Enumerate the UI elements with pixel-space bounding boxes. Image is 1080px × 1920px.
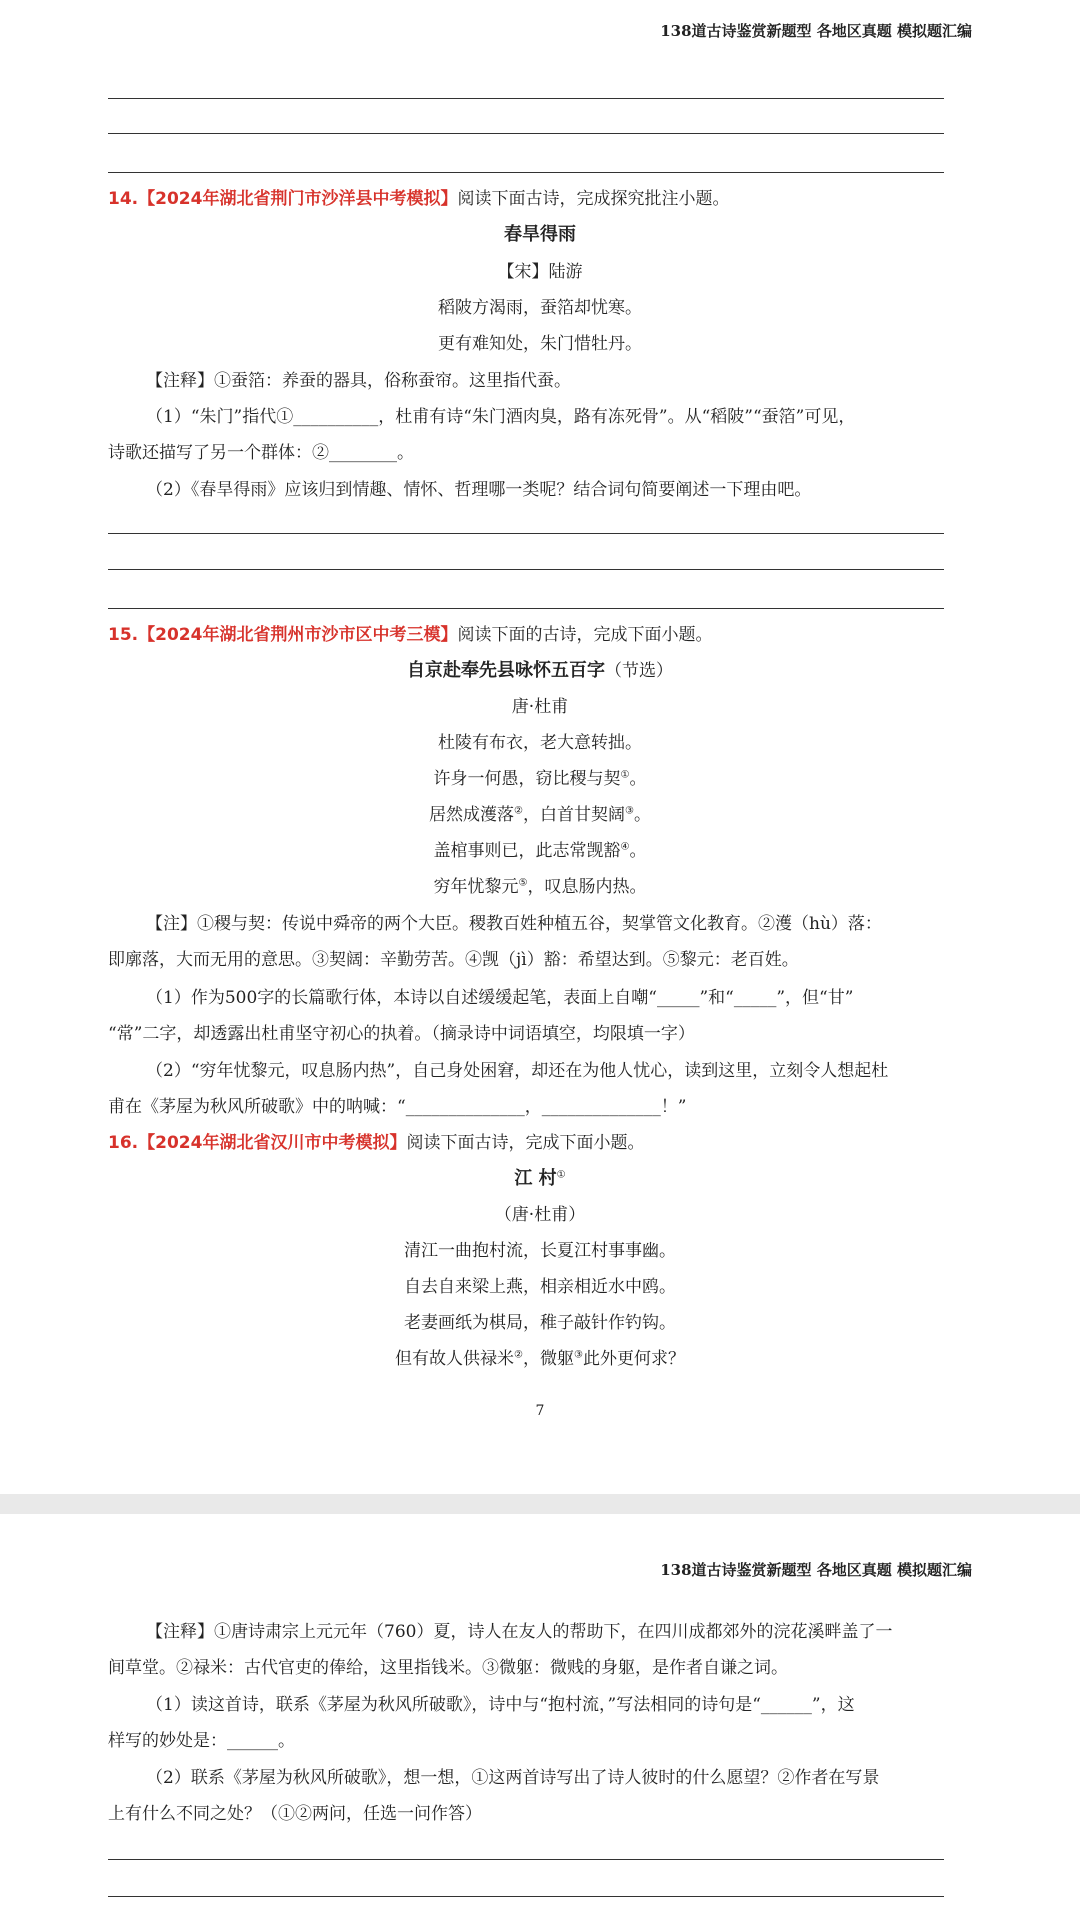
q14-poem-line: 更有难知处，朱门惜牡丹。 <box>438 334 642 354</box>
q16-sub1-cont: 样写的妙处是：______。 <box>108 1731 295 1751</box>
q16-note-cont: 间草堂。②禄米：古代官吏的俸给，这里指钱米。③微躯：微贱的身躯，是作者自谦之词。 <box>108 1658 788 1678</box>
q14-number: 14. <box>108 189 139 209</box>
answer-line <box>108 569 944 570</box>
answer-line <box>108 533 944 534</box>
q15-poem-line <box>0 802 1080 828</box>
footnote-mark: ① <box>620 769 630 781</box>
q15-poem-title: 自京赴奉先县咏怀五百字 <box>407 660 605 681</box>
footnote-mark: ② <box>514 805 523 817</box>
q15-sub1-cont: “常”二字，却透露出杜甫坚守初心的执着。（摘录诗中词语填空，均限填一字） <box>108 1024 695 1044</box>
q14-poem-line: 稻陂方渴雨，蚕箔却忧寒。 <box>438 298 642 318</box>
q16-source: 【2024年湖北省汉川市中考模拟】 <box>138 1133 407 1153</box>
q14-source: 【2024年湖北省荆门市沙洋县中考模拟】 <box>138 189 458 209</box>
q15-heading <box>108 622 978 648</box>
poem-text: 此外更何求？ <box>582 1349 685 1369</box>
q16-heading <box>108 1130 978 1156</box>
q15-note: 【注】①稷与契：传说中舜帝的两个大臣。稷教百姓种植五谷，契掌管文化教育。②濩（hù）落： <box>146 914 882 934</box>
q15-source: 【2024年湖北省荆州市沙市区中考三模】 <box>138 625 458 645</box>
q16-sub2-cont: 上有什么不同之处？（①②两问，任选一问作答） <box>108 1804 482 1824</box>
footnote-mark: ④ <box>620 841 630 853</box>
q16-note: 【注释】①唐诗肃宗上元元年（760）夏，诗人在友人的帮助下，在四川成都郊外的浣花溪畔盖了一 <box>146 1622 893 1642</box>
q16-number: 16. <box>108 1133 139 1153</box>
q14-poem-author: 【宋】陆游 <box>497 262 583 282</box>
q16-instruction: 阅读下面古诗，完成下面小题。 <box>406 1133 645 1153</box>
q14-sub1: （1）“朱门”指代①__________，杜甫有诗“朱门酒肉臭，路有冻死骨”。从“稻陂”“蚕箔”可见， <box>146 407 856 427</box>
poem-text: ，白首甘契阔 <box>523 805 625 825</box>
q15-number: 15. <box>108 625 139 645</box>
q15-sub2: （2）“穷年忧黎元，叹息肠内热”，自己身处困窘，却还在为他人忧心，读到这里，立刻令人想起杜 <box>146 1061 889 1081</box>
page-number: 7 <box>535 1403 545 1419</box>
footnote-mark: ③ <box>574 1349 583 1361</box>
q15-poem-author: 唐·杜甫 <box>511 697 569 717</box>
answer-line <box>108 172 944 173</box>
poem-text: ，微躯 <box>523 1349 574 1369</box>
page-header: 138道古诗鉴赏新题型 各地区真题 模拟题汇编 <box>660 22 972 40</box>
q15-sub2-cont: 甫在《茅屋为秋风所破歌》中的呐喊：“______________，______________！” <box>108 1097 687 1117</box>
answer-line <box>108 1896 944 1897</box>
q16-poem-title: 江 村 <box>514 1168 557 1189</box>
q15-sub1: （1）作为500字的长篇歌行体，本诗以自述缓缓起笔，表面上自嘲“_____”和“_____”，但“甘” <box>146 988 854 1008</box>
q16-poem-line <box>0 1346 1080 1372</box>
q16-poem-line: 老妻画纸为棋局，稚子敲针作钓钩。 <box>404 1313 676 1333</box>
q15-poem-title-suffix: （节选） <box>605 661 673 681</box>
poem-text: 。 <box>633 805 651 825</box>
q16-sub2: （2）联系《茅屋为秋风所破歌》，想一想，①这两首诗写出了诗人彼时的什么愿望？②作者在写景 <box>146 1768 880 1788</box>
poem-text: 。 <box>629 841 647 861</box>
poem-text: 。 <box>629 769 647 789</box>
q16-poem-line: 清江一曲抱村流，长夏江村事事幽。 <box>404 1241 676 1261</box>
q15-poem-line: 杜陵有布衣，老大意转拙。 <box>438 733 642 753</box>
poem-text: 穷年忧黎元 <box>433 877 519 897</box>
q15-poem-line <box>0 766 1080 792</box>
q16-poem-author: （唐·杜甫） <box>494 1205 586 1225</box>
poem-text: ，叹息肠内热。 <box>527 877 647 897</box>
q14-note: 【注释】①蚕箔：养蚕的器具，俗称蚕帘。这里指代蚕。 <box>146 371 571 391</box>
answer-line <box>108 1859 944 1860</box>
q14-sub2: （2）《春旱得雨》应该归到情趣、情怀、哲理哪一类呢？结合词句简要阐述一下理由吧。 <box>146 480 812 500</box>
q16-poem-title-row <box>0 1166 1080 1192</box>
q15-poem-title-row <box>0 658 1080 684</box>
poem-text: 许身一何愚，窃比稷与契 <box>433 769 621 789</box>
q15-note-cont: 即廓落，大而无用的意思。③契阔：辛勤劳苦。④觊（jì）豁：希望达到。⑤黎元：老百姓。 <box>108 950 799 970</box>
footnote-mark: ⑤ <box>518 877 528 889</box>
page-2 <box>0 1514 1080 1920</box>
poem-text: 但有故人供禄米 <box>395 1349 515 1369</box>
page-header: 138道古诗鉴赏新题型 各地区真题 模拟题汇编 <box>660 1561 972 1579</box>
answer-line <box>108 133 944 134</box>
q14-sub1-cont: 诗歌还描写了另一个群体：②________。 <box>108 443 414 463</box>
q14-instruction: 阅读下面古诗，完成探究批注小题。 <box>457 189 730 209</box>
footnote-mark: ① <box>556 1169 566 1181</box>
footnote-mark: ② <box>514 1349 523 1361</box>
poem-text: 居然成濩落 <box>429 805 515 825</box>
answer-line <box>108 608 944 609</box>
q14-heading <box>108 186 978 212</box>
q16-sub1: （1）读这首诗，联系《茅屋为秋风所破歌》，诗中与“抱村流，”写法相同的诗句是“______”，这 <box>146 1695 855 1715</box>
q14-poem-title: 春旱得雨 <box>504 224 576 245</box>
q16-poem-line: 自去自来梁上燕，相亲相近水中鸥。 <box>404 1277 676 1297</box>
q15-instruction: 阅读下面的古诗，完成下面小题。 <box>457 625 713 645</box>
poem-text: 盖棺事则已，此志常觊豁 <box>433 841 621 861</box>
answer-line <box>108 98 944 99</box>
q15-poem-line <box>0 874 1080 900</box>
q15-poem-line <box>0 838 1080 864</box>
footnote-mark: ③ <box>625 805 634 817</box>
